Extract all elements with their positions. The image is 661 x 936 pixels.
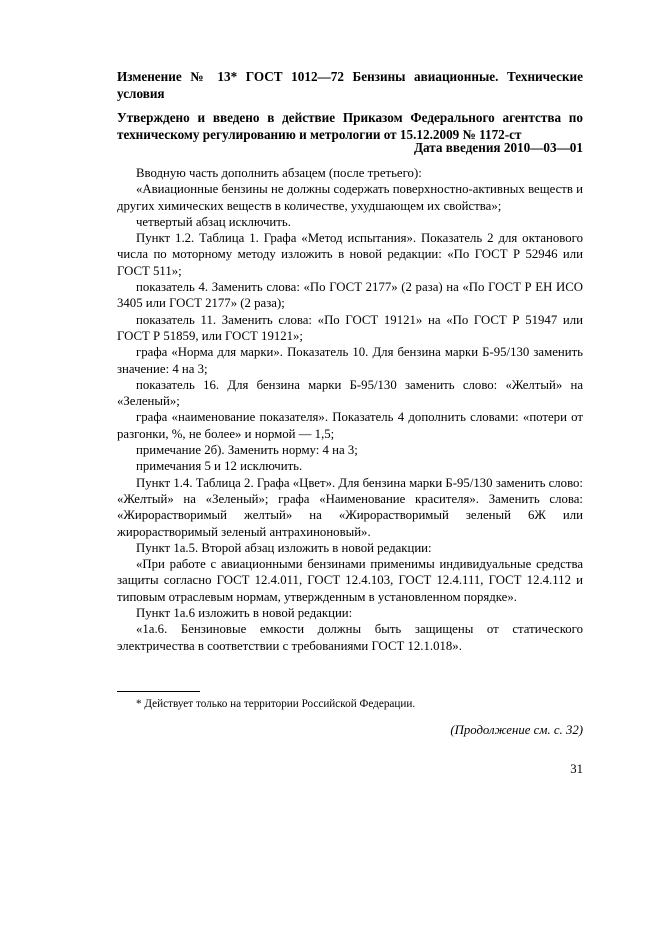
body-text [117,165,583,654]
approval-statement: Утверждено и введено в действие Приказом Федерального агентства по техническому регулированию и метрологии от 15.12.2009 № 1172-ст [117,110,583,142]
effective-date: Дата введения 2010—03—01 [413,140,583,155]
paragraph: «Авиационные бензины не должны содержать поверхностно-активных веществ и других химических веществ в количестве, ухудшающем их свойства»; [117,182,583,213]
paragraph: показатель 16. Для бензина марки Б-95/130 заменить слово: «Желтый» на «Зеленый»; [117,377,583,409]
paragraph: Пункт 1.4. Таблица 2. Графа «Цвет». Для бензина марки Б-95/130 заменить слово: «Желтый» на «Зеленый»; графа «Наименование красителя». Заменить слова: «Жирорастворимый желтый» на «Жирорастворимый зеленый 6Ж или жирорастворимый зеленый антрахиноновый». [117,475,583,539]
paragraph: «При работе с авиационными бензинами применимы индивидуальные средства защиты согласно ГОСТ 12.4.011, ГОСТ 12.4.103, ГОСТ 12.4.111, ГОСТ 12.4.112 и типовым отраслевым нормам, утвержденным в установленном порядке». [117,557,583,604]
paragraph: Пункт 1а.5. Второй абзац изложить в новой редакции: [136,540,432,555]
footnote-separator [117,691,200,692]
page-number: 31 [570,762,583,776]
paragraph: графа «Норма для марки». Показатель 10. Для бензина марки Б-95/130 заменить значение: 4 на 3; [117,345,583,376]
paragraph: Пункт 1.2. Таблица 1. Графа «Метод испытания». Показатель 2 для октанового числа по моторному методу изложить в новой редакции: «По ГОСТ Р 52946 или ГОСТ 511»; [117,231,583,278]
paragraph: показатель 11. Заменить слова: «По ГОСТ 19121» на «По ГОСТ Р 51947 или ГОСТ Р 51859, или ГОСТ 19121»; [117,312,583,343]
amendment-title: Изменение № 13* ГОСТ 1012—72 Бензины авиационные. Технические условия [117,69,583,101]
footnote: * Действует только на территории Российской Федерации. [136,698,416,710]
continuation-note: (Продолжение см. с. 32) [450,723,583,737]
paragraph: графа «наименование показателя». Показатель 4 дополнить словами: «потери от разгонки, %, не более» и нормой — 1,5; [117,410,583,441]
paragraph: Пункт 1а.6 изложить в новой редакции: [136,606,353,621]
paragraph: примечание 2б). Заменить норму: 4 на 3; [136,443,358,458]
title-block [117,68,583,143]
paragraph: четвертый абзац исключить. [136,214,291,229]
paragraph: примечания 5 и 12 исключить. [136,459,303,474]
paragraph: Вводную часть дополнить абзацем (после третьего): [136,166,422,180]
paragraph: «1а.6. Бензиновые емкости должны быть защищены от статического электричества в соответствии с требованиями ГОСТ 12.1.018». [117,622,583,653]
paragraph: показатель 4. Заменить слова: «По ГОСТ 2177» (2 раза) на «По ГОСТ Р ЕН ИСО 3405 или ГОСТ 2177» (2 раза); [117,280,583,311]
